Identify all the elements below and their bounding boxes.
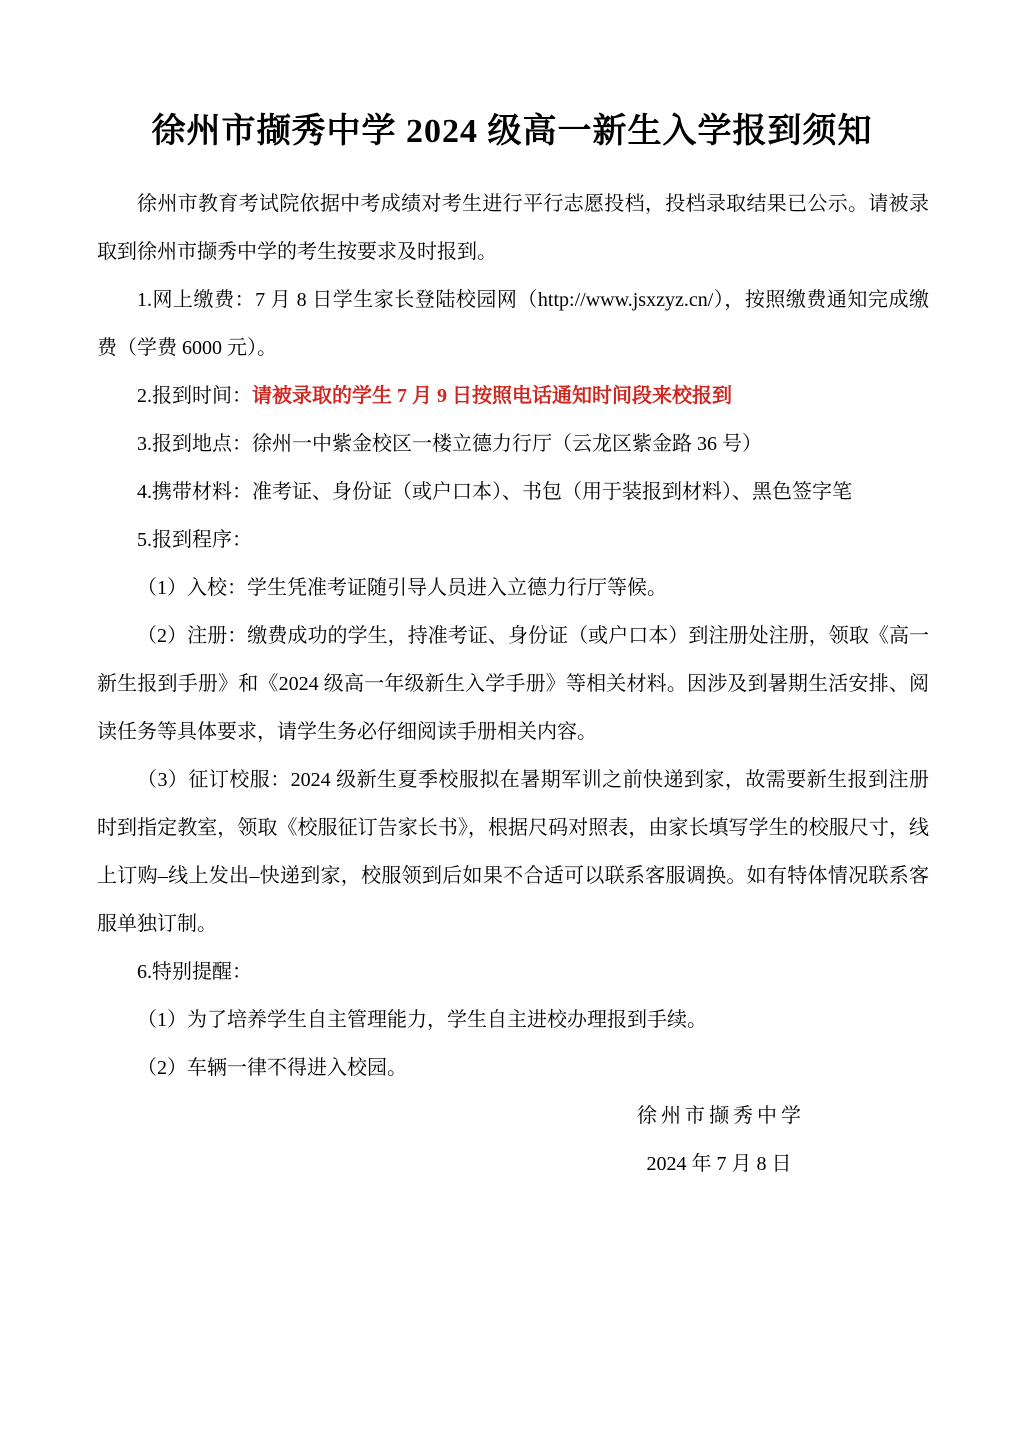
item-report-location: 3.报到地点：徐州一中紫金校区一楼立德力行厅（云龙区紫金路 36 号） — [137, 433, 762, 455]
intro-paragraph: 徐州市教育考试院依据中考成绩对考生进行平行志愿投档，投档录取结果已公示。请被录取到徐州市撷秀中学的考生按要求及时报到。 — [97, 193, 929, 263]
item-procedure-heading: 5.报到程序： — [137, 529, 252, 551]
document-title: 徐州市撷秀中学 2024 级高一新生入学报到须知 — [151, 113, 873, 150]
signature-school: 徐州市撷秀中学 — [637, 1105, 805, 1127]
item-report-time — [97, 372, 929, 420]
reminder-self-service: （1）为了培养学生自主管理能力，学生自主进校办理报到手续。 — [137, 1009, 707, 1031]
signature-block — [637, 1092, 805, 1188]
item-materials: 4.携带材料：准考证、身份证（或户口本）、书包（用于装报到材料）、黑色签字笔 — [137, 481, 852, 503]
procedure-step-register: （2）注册：缴费成功的学生，持准考证、身份证（或户口本）到注册处注册，领取《高一新生报到手册》和《2024 级高一年级新生入学手册》等相关材料。因涉及到暑期生活安排、阅读任务等具体要求，请学生务必仔细阅读手册相关内容。 — [97, 625, 929, 743]
reminder-no-vehicles: （2）车辆一律不得进入校园。 — [137, 1057, 407, 1079]
document-body — [0, 160, 1024, 1188]
item-special-reminder-heading: 6.特别提醒： — [137, 961, 252, 983]
procedure-step-uniform: （3）征订校服：2024 级新生夏季校服拟在暑期军训之前快递到家，故需要新生报到注册时到指定教室，领取《校服征订告家长书》，根据尺码对照表，由家长填写学生的校服尺寸，线上订购–线上发出–快递到家，校服领到后如果不合适可以联系客服调换。如有特体情况联系客服单独订制。 — [97, 769, 929, 935]
procedure-step-entry: （1）入校：学生凭准考证随引导人员进入立德力行厅等候。 — [137, 577, 667, 599]
item-report-time-highlight: 请被录取的学生 7 月 9 日按照电话通知时间段来校报到 — [252, 385, 732, 407]
item-online-payment: 1.网上缴费：7 月 8 日学生家长登陆校园网（http://www.jsxzyz.cn/），按照缴费通知完成缴费（学费 6000 元）。 — [97, 289, 929, 359]
signature-date: 2024 年 7 月 8 日 — [646, 1153, 792, 1175]
item-report-time-label: 2.报到时间： — [137, 385, 252, 407]
